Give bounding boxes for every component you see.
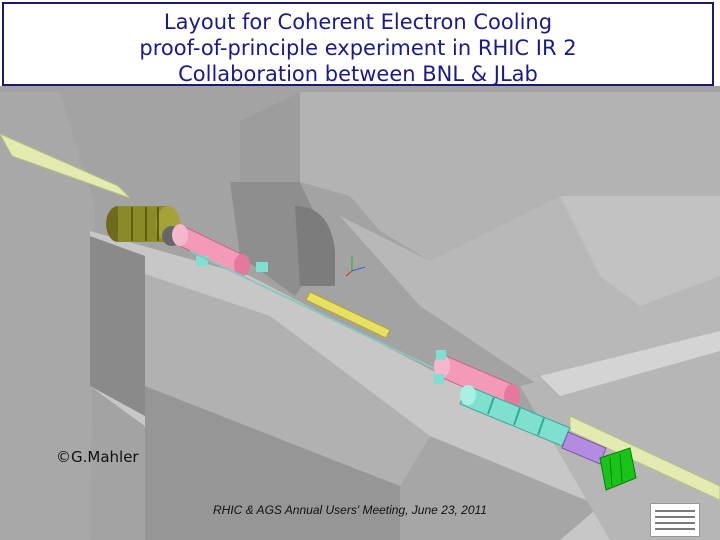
cyan-block-2 bbox=[256, 262, 268, 272]
cyan-block-4 bbox=[434, 374, 444, 384]
footer-meeting-label: RHIC & AGS Annual Users' Meeting, June 23, 2011 bbox=[213, 503, 487, 517]
axis-marker bbox=[346, 256, 365, 276]
shield-block-face bbox=[240, 92, 300, 182]
title-box bbox=[2, 2, 714, 86]
left-slab-side bbox=[90, 236, 145, 416]
image-credit: ©G.Mahler bbox=[56, 448, 139, 466]
cyan-block-3 bbox=[436, 350, 446, 360]
layout-rendering bbox=[0, 86, 720, 540]
lab-logo-icon bbox=[650, 503, 700, 537]
shield-arch-opening bbox=[295, 206, 335, 286]
tunnel-3d-model bbox=[0, 86, 720, 540]
title-line-2: proof-of-principle experiment in RHIC IR 2 bbox=[139, 36, 577, 60]
title-line-3: Collaboration between BNL & JLab bbox=[178, 62, 538, 86]
title-line-1: Layout for Coherent Electron Cooling bbox=[163, 10, 553, 34]
